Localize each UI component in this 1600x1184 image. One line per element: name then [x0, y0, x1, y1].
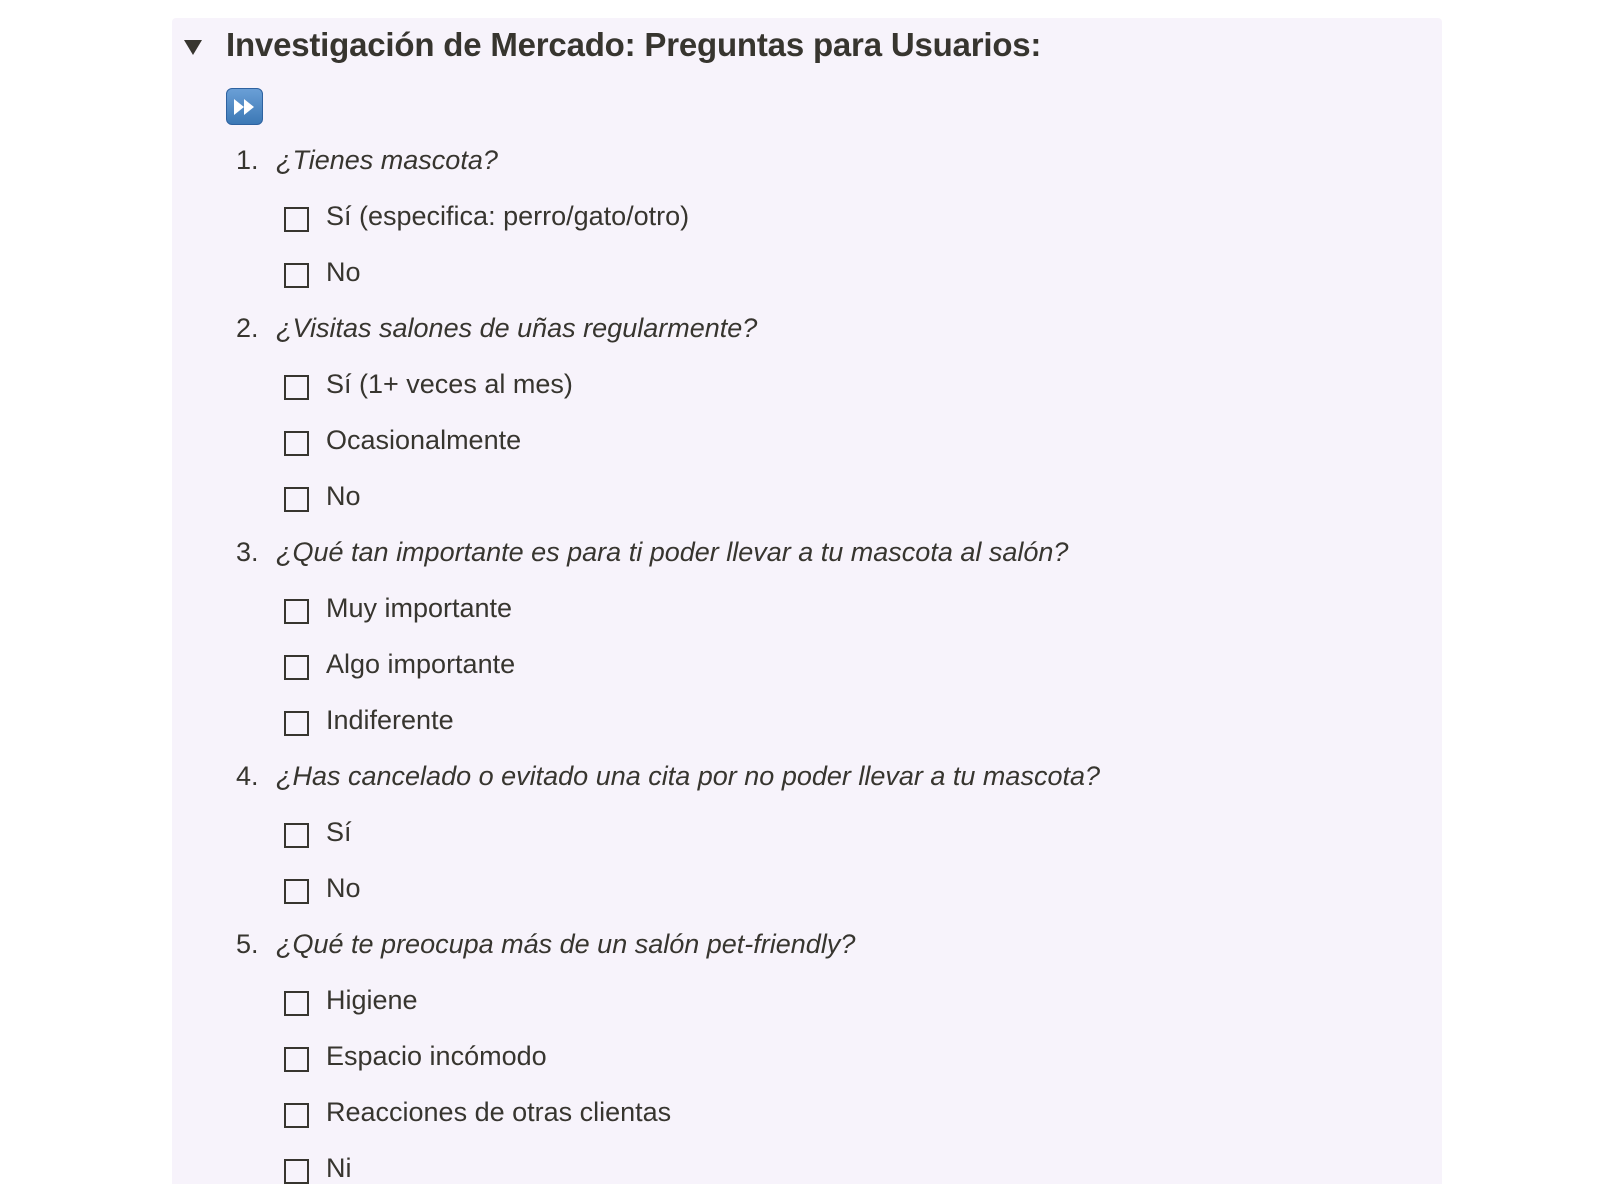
question-2: [236, 313, 757, 344]
option-label[interactable]: Indiferente: [326, 705, 454, 735]
question-3: [236, 537, 1068, 568]
option-label[interactable]: Ocasionalmente: [326, 425, 522, 455]
option-label[interactable]: No: [326, 873, 361, 903]
option-label[interactable]: Higiene: [326, 985, 418, 1015]
checkbox[interactable]: [284, 599, 309, 624]
option-label[interactable]: Algo importante: [326, 649, 516, 679]
question-number: 1.: [236, 145, 259, 175]
checkbox[interactable]: [284, 431, 309, 456]
fast-forward-icon: [226, 88, 263, 125]
checkbox[interactable]: [284, 655, 309, 680]
option-label[interactable]: Muy importante: [326, 593, 513, 623]
question-5: [236, 929, 855, 960]
checkbox[interactable]: [284, 1047, 309, 1072]
option-label[interactable]: Sí: [326, 817, 352, 847]
checkbox[interactable]: [284, 711, 309, 736]
checkbox[interactable]: [284, 207, 309, 232]
checkbox[interactable]: [284, 823, 309, 848]
question-number: 5.: [236, 929, 259, 959]
toggle-arrow-icon[interactable]: [184, 40, 202, 55]
checkbox[interactable]: [284, 1103, 309, 1128]
option-label[interactable]: Reacciones de otras clientas: [326, 1097, 672, 1127]
question-4: [236, 761, 1100, 792]
question-number: 3.: [236, 537, 259, 567]
toggle-title: Investigación de Mercado: Preguntas para Usuarios:: [226, 26, 1042, 63]
question-1: [236, 145, 498, 176]
toggle-block: [172, 18, 1442, 1184]
question-number: 2.: [236, 313, 259, 343]
question-text: ¿Qué te preocupa más de un salón pet-friendly?: [276, 929, 856, 959]
question-text: ¿Tienes mascota?: [276, 145, 498, 175]
checkbox[interactable]: [284, 991, 309, 1016]
option-label[interactable]: Espacio incómodo: [326, 1041, 547, 1071]
checkbox[interactable]: [284, 487, 309, 512]
checkbox[interactable]: [284, 879, 309, 904]
checkbox[interactable]: [284, 263, 309, 288]
option-label[interactable]: Sí (especifica: perro/gato/otro): [326, 201, 690, 231]
toggle-header[interactable]: [172, 18, 1442, 78]
question-text: ¿Visitas salones de uñas regularmente?: [276, 313, 758, 343]
checkbox[interactable]: [284, 1159, 309, 1184]
question-text: ¿Has cancelado o evitado una cita por no poder llevar a tu mascota?: [276, 761, 1100, 791]
option-label[interactable]: No: [326, 481, 361, 511]
option-label[interactable]: No: [326, 257, 361, 287]
option-label[interactable]: Sí (1+ veces al mes): [326, 369, 573, 399]
checkbox[interactable]: [284, 375, 309, 400]
question-number: 4.: [236, 761, 259, 791]
option-label[interactable]: Ni: [326, 1153, 352, 1183]
question-text: ¿Qué tan importante es para ti poder llevar a tu mascota al salón?: [276, 537, 1069, 567]
